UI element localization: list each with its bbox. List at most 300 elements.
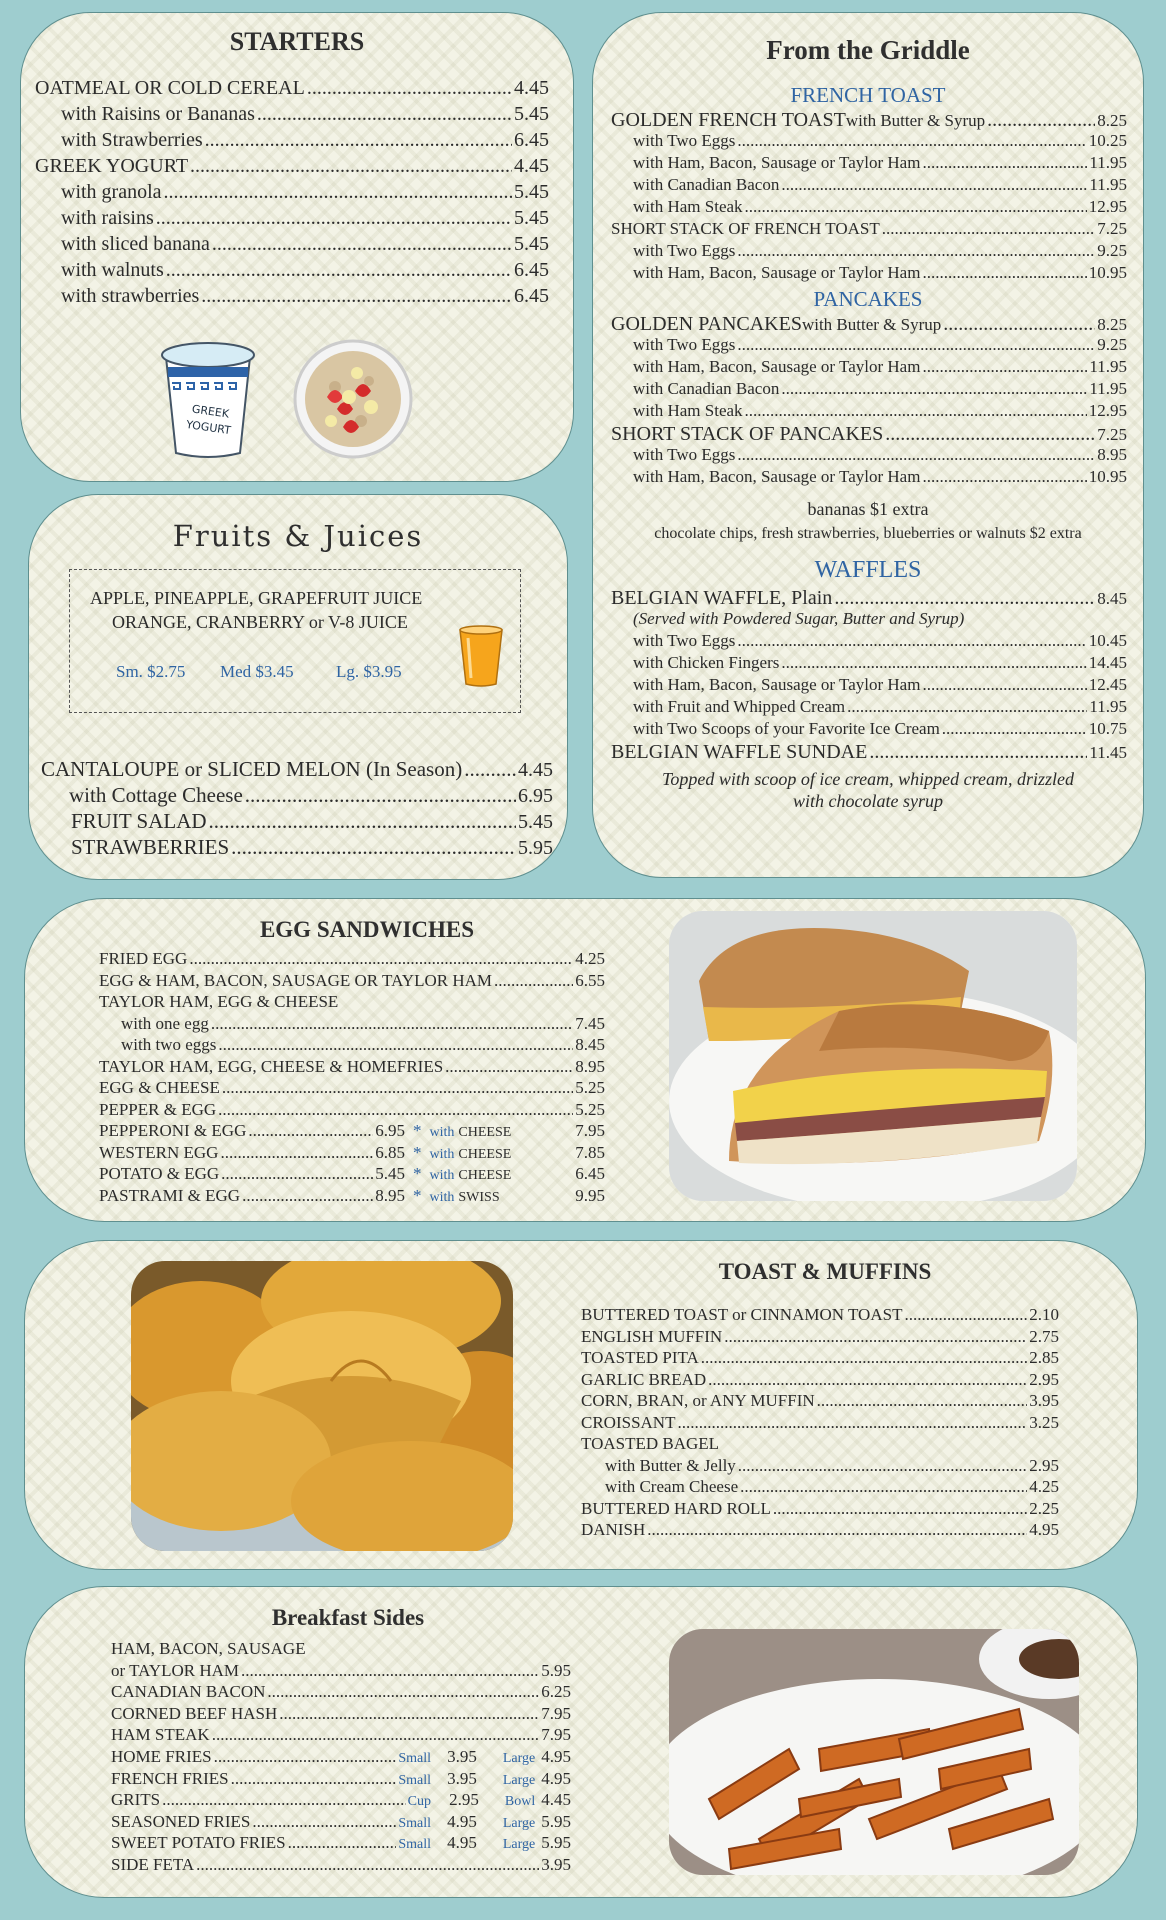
menu-item-row	[633, 357, 1127, 377]
dot-leader	[267, 1682, 539, 1702]
combo-star: *	[413, 1164, 422, 1183]
menu-item-name: CANTALOUPE or SLICED MELON (In Season)	[41, 757, 463, 781]
dot-leader	[738, 1456, 1027, 1476]
menu-item-name: with Ham, Bacon, Sausage or Taylor Ham	[633, 153, 921, 172]
menu-item-row	[69, 783, 553, 808]
menu-item-row	[633, 335, 1127, 355]
menu-item-price: 8.45	[575, 1035, 605, 1054]
combo-addon: CHEESE	[458, 1125, 512, 1140]
menu-item-suffix: with Butter & Syrup	[801, 315, 942, 334]
breakfast-sides-title: Breakfast Sides	[271, 1605, 425, 1630]
menu-item-price: 14.45	[1088, 653, 1127, 672]
menu-item-name: with Fruit and Whipped Cream	[633, 697, 846, 716]
dot-leader	[231, 1769, 397, 1789]
dot-leader	[166, 259, 512, 282]
dot-leader	[922, 357, 1087, 377]
menu-item-row	[581, 1327, 1059, 1347]
menu-item-name: FRIED EGG	[99, 949, 188, 968]
starters-panel	[20, 12, 574, 482]
dot-leader	[882, 219, 1096, 239]
menu-item-price: 5.45	[375, 1164, 405, 1183]
sundae-description-2: with chocolate syrup	[793, 791, 943, 811]
menu-item-name: GOLDEN PANCAKES	[611, 313, 802, 335]
menu-item-name: FRENCH FRIES	[111, 1768, 229, 1788]
menu-item-row	[581, 1391, 1059, 1411]
size-price-1: 3.95	[447, 1747, 477, 1766]
menu-item-name: BELGIAN WAFFLE, Plain	[611, 587, 833, 609]
dot-leader	[205, 129, 512, 152]
menu-item-row	[121, 1035, 605, 1055]
waffles-title: WAFFLES	[814, 557, 922, 583]
menu-item-price: 2.10	[1029, 1305, 1059, 1324]
svg-text:GREEK: GREEK	[191, 402, 230, 421]
dot-leader	[745, 197, 1087, 217]
menu-item-row	[581, 1434, 1059, 1454]
dot-leader	[214, 1747, 397, 1767]
menu-item-price: 7.45	[575, 1013, 605, 1033]
dot-leader	[817, 1391, 1028, 1411]
menu-item-price: 5.25	[575, 1078, 605, 1097]
menu-item-row	[611, 741, 1127, 764]
menu-item-name: EGG & CHEESE	[99, 1078, 220, 1097]
menu-item-name: with Two Eggs	[633, 335, 736, 354]
menu-item-row	[99, 949, 605, 969]
combo-with: with	[429, 1125, 455, 1140]
menu-item-name: with Canadian Bacon	[633, 175, 780, 194]
menu-item-row	[41, 757, 553, 782]
menu-item-name: with one egg	[121, 1013, 209, 1033]
combo-with: with	[429, 1146, 455, 1162]
size-price-1: 3.95	[447, 1768, 477, 1788]
menu-item-name: with Chicken Fingers	[633, 653, 780, 672]
size-label-2: Large	[502, 1837, 536, 1852]
menu-item-row	[633, 609, 1127, 629]
menu-item-price: 10.45	[1088, 631, 1127, 650]
dot-leader	[737, 335, 1095, 355]
dot-leader	[201, 285, 512, 308]
menu-item-row	[611, 219, 1127, 239]
menu-item-price: 2.25	[1029, 1498, 1059, 1518]
menu-item-price: 8.25	[1097, 111, 1127, 130]
menu-item-price: 6.55	[575, 970, 605, 990]
menu-item-name: with Two Eggs	[633, 131, 736, 150]
side-sized-main	[111, 1833, 431, 1853]
size-label-2: Large	[502, 1772, 536, 1788]
dot-leader	[701, 1348, 1027, 1368]
menu-item-price: 5.45	[518, 811, 553, 833]
menu-item-name: PASTRAMI & EGG	[99, 1185, 241, 1205]
dot-leader	[904, 1305, 1027, 1325]
menu-item-row	[581, 1348, 1059, 1368]
combo-with: with	[429, 1168, 455, 1183]
dot-leader	[209, 809, 516, 834]
menu-item-price: 8.95	[1097, 445, 1127, 464]
combo-addon: SWISS	[458, 1189, 500, 1205]
menu-item-price: 8.45	[1097, 589, 1127, 608]
greek-yogurt-cup-icon	[154, 333, 262, 461]
size-label-2: Large	[502, 1751, 536, 1766]
menu-item-name: PEPPERONI & EGG	[99, 1121, 247, 1140]
menu-item-row	[111, 1682, 571, 1702]
menu-item-name: GARLIC BREAD	[581, 1369, 707, 1389]
menu-item-name: SEASONED FRIES	[111, 1811, 251, 1831]
combo-star: *	[413, 1142, 422, 1162]
menu-item-price: 4.45	[518, 759, 553, 781]
menu-item-name: with walnuts	[61, 259, 164, 281]
menu-item-price: 7.95	[541, 1725, 571, 1744]
menu-item-price: 10.75	[1088, 719, 1127, 738]
menu-item-row	[35, 77, 549, 100]
menu-item-name: TOASTED BAGEL	[581, 1434, 720, 1453]
size-price-2: 4.95	[541, 1768, 571, 1788]
menu-item-price: 4.45	[514, 77, 549, 99]
juice-line-1: APPLE, PINEAPPLE, GRAPEFRUIT JUICE	[90, 588, 423, 608]
dot-leader	[211, 1014, 573, 1034]
french-toast-title: FRENCH TOAST	[790, 83, 946, 107]
menu-item-price: 5.45	[514, 207, 549, 229]
dot-leader	[724, 1327, 1027, 1347]
menu-item-name: CORN, BRAN, or ANY MUFFIN	[581, 1391, 815, 1410]
dot-leader	[737, 131, 1086, 151]
menu-item-row	[111, 1639, 571, 1659]
menu-item-name: BUTTERED TOAST or CINNAMON TOAST	[581, 1305, 903, 1324]
dot-leader	[942, 719, 1087, 739]
egg-combo-row	[99, 1164, 605, 1184]
menu-item-name: or TAYLOR HAM	[111, 1660, 240, 1680]
menu-item-price: 6.95	[518, 785, 553, 807]
dot-leader	[307, 77, 512, 100]
menu-item-row	[611, 423, 1127, 446]
menu-item-price: 9.25	[1097, 335, 1127, 354]
menu-item-name: EGG & HAM, BACON, SAUSAGE OR TAYLOR HAM	[99, 970, 492, 990]
menu-item-price: 6.25	[541, 1682, 571, 1701]
dot-leader	[885, 423, 1095, 446]
egg-combo-main	[99, 1121, 405, 1141]
menu-item-row	[71, 835, 553, 860]
menu-item-price: 2.95	[1029, 1369, 1059, 1389]
menu-item-name: HAM, BACON, SAUSAGE	[111, 1639, 306, 1658]
dot-leader	[677, 1413, 1027, 1433]
dot-leader	[922, 263, 1086, 283]
combo-addon: CHEESE	[458, 1168, 512, 1183]
juice-size-medium: Med $3.45	[220, 662, 294, 681]
egg-sandwich-photo	[669, 911, 1077, 1201]
menu-item-row	[71, 809, 553, 834]
menu-item-suffix: with Butter & Syrup	[845, 111, 986, 130]
menu-item-name: with granola	[61, 181, 162, 203]
combo-star: *	[413, 1121, 422, 1140]
egg-combo-main	[99, 1186, 405, 1206]
size-price-2: 5.95	[541, 1811, 571, 1831]
menu-item-name: ENGLISH MUFFIN	[581, 1326, 723, 1346]
menu-item-row	[633, 153, 1127, 173]
size-label-1: Small	[398, 1815, 431, 1831]
dot-leader	[708, 1370, 1027, 1390]
griddle-panel	[592, 12, 1144, 878]
menu-item-name: with Ham, Bacon, Sausage or Taylor Ham	[633, 467, 921, 486]
combo-price: 7.95	[575, 1121, 605, 1140]
menu-item-row	[581, 1499, 1059, 1519]
menu-item-name: with Ham, Bacon, Sausage or Taylor Ham	[633, 675, 921, 694]
menu-item-name: with Ham Steak	[633, 197, 743, 216]
menu-item-price: 7.95	[541, 1703, 571, 1723]
menu-item-price: 3.95	[541, 1854, 571, 1874]
menu-item-row	[61, 207, 549, 230]
toast-muffins-panel	[24, 1240, 1138, 1570]
menu-item-row	[611, 313, 1127, 336]
menu-item-price: 11.95	[1089, 357, 1127, 376]
dot-leader	[196, 1855, 539, 1875]
juice-size-small: Sm. $2.75	[116, 662, 186, 681]
dot-leader	[164, 181, 512, 204]
menu-item-price: 5.95	[541, 1660, 571, 1680]
dot-leader	[445, 1057, 573, 1077]
dot-leader	[647, 1520, 1027, 1540]
menu-item-price: 11.95	[1089, 175, 1127, 194]
size-price-2: 5.95	[541, 1833, 571, 1852]
menu-item-row	[633, 241, 1127, 261]
size-label-1: Small	[398, 1772, 431, 1788]
dot-leader	[212, 233, 512, 256]
size-price-1: 4.95	[447, 1833, 477, 1852]
menu-item-name: HAM STEAK	[111, 1725, 210, 1744]
size-price-1: 4.95	[447, 1811, 477, 1831]
menu-item-name: OATMEAL OR COLD CEREAL	[35, 77, 305, 99]
size-label-1: Small	[398, 1751, 431, 1766]
menu-item-price: 11.95	[1089, 379, 1127, 398]
menu-item-price: 5.25	[575, 1099, 605, 1119]
menu-item-row	[61, 103, 549, 126]
menu-item-row	[61, 233, 549, 256]
starters-title: STARTERS	[229, 27, 365, 56]
menu-item-price: 7.25	[1097, 219, 1127, 238]
size-price-2: 4.45	[541, 1790, 571, 1809]
menu-item-name: with Two Scoops of your Favorite Ice Cream	[633, 719, 940, 738]
menu-item-name: BUTTERED HARD ROLL	[581, 1498, 771, 1518]
menu-item-price: 5.45	[514, 233, 549, 255]
dot-leader	[248, 1121, 373, 1141]
combo-price: 7.85	[575, 1142, 605, 1162]
menu-item-price: 5.45	[514, 103, 549, 125]
menu-item-name: CANADIAN BACON	[111, 1682, 266, 1701]
menu-item-price: 11.45	[1089, 743, 1127, 762]
menu-item-name: with Two Eggs	[633, 445, 736, 464]
menu-item-price: 10.95	[1088, 263, 1127, 282]
menu-item-row	[61, 181, 549, 204]
dot-leader	[464, 757, 516, 782]
menu-item-price: 8.95	[375, 1185, 405, 1205]
menu-item-row	[633, 175, 1127, 195]
menu-item-name: with Ham, Bacon, Sausage or Taylor Ham	[633, 263, 921, 282]
menu-item-row	[35, 155, 549, 178]
menu-item-price: 12.95	[1088, 401, 1127, 420]
menu-item-row	[99, 1057, 605, 1077]
dot-leader	[737, 445, 1095, 465]
svg-text:YOGURT: YOGURT	[185, 417, 232, 438]
menu-item-row	[633, 653, 1127, 673]
menu-item-name: with sliced banana	[61, 233, 210, 255]
egg-combo-main	[99, 1164, 405, 1184]
menu-item-row	[61, 129, 549, 152]
side-sized-row	[111, 1790, 571, 1810]
side-sized-row	[111, 1747, 571, 1767]
menu-item-row	[605, 1477, 1059, 1497]
potato-wedges-image	[669, 1629, 1079, 1875]
dot-leader	[189, 949, 573, 969]
menu-item-name: TAYLOR HAM, EGG, CHEESE & HOMEFRIES	[99, 1056, 444, 1076]
menu-item-row	[581, 1370, 1059, 1390]
dot-leader	[869, 741, 1087, 764]
menu-item-name: with Butter & Jelly	[605, 1455, 736, 1475]
menu-item-name: with Cottage Cheese	[69, 783, 243, 807]
menu-item-price: 4.95	[1029, 1520, 1059, 1539]
dot-leader	[494, 971, 573, 991]
menu-item-name: with Cream Cheese	[605, 1477, 739, 1496]
menu-item-name: BELGIAN WAFFLE SUNDAE	[611, 741, 868, 763]
dot-leader	[190, 155, 512, 178]
menu-item-row	[121, 1014, 605, 1034]
menu-item-name: with Raisins or Bananas	[61, 103, 255, 125]
dot-leader	[221, 1164, 373, 1184]
menu-item-name: SWEET POTATO FRIES	[111, 1833, 286, 1852]
menu-item-row	[61, 259, 549, 282]
menu-item-price: 3.25	[1029, 1412, 1059, 1432]
menu-item-price: 2.85	[1029, 1348, 1059, 1367]
combo-star: *	[413, 1185, 422, 1205]
dot-leader	[241, 1661, 539, 1681]
menu-item-row	[111, 1855, 571, 1875]
menu-item-row	[633, 467, 1127, 487]
menu-item-name: with Ham, Bacon, Sausage or Taylor Ham	[633, 357, 921, 376]
combo-price: 6.45	[575, 1164, 605, 1183]
menu-item-row	[99, 992, 605, 1012]
menu-item-name: GOLDEN FRENCH TOAST	[611, 109, 846, 131]
side-sized-main	[111, 1769, 431, 1789]
menu-item-row	[99, 1100, 605, 1120]
juice-line-2: ORANGE, CRANBERRY or V-8 JUICE	[112, 612, 408, 632]
egg-combo-row	[99, 1143, 605, 1163]
menu-item-name: GREEK YOGURT	[35, 155, 189, 177]
menu-item-name: with two eggs	[121, 1035, 217, 1054]
menu-item-price: 8.95	[575, 1056, 605, 1076]
juice-size-large: Lg. $3.95	[336, 662, 402, 681]
menu-item-row	[605, 1456, 1059, 1476]
dot-leader	[245, 783, 516, 808]
dot-leader	[162, 1790, 406, 1810]
egg-combo-main	[99, 1143, 405, 1163]
combo-with: with	[429, 1189, 455, 1205]
menu-item-row	[633, 401, 1127, 421]
menu-item-price: 2.75	[1029, 1326, 1059, 1346]
dot-leader	[156, 207, 512, 230]
dot-leader	[922, 153, 1087, 173]
menu-item-row	[633, 263, 1127, 283]
menu-item-price: 2.95	[1029, 1455, 1059, 1475]
dot-leader	[737, 631, 1086, 651]
menu-item-price: 6.45	[514, 285, 549, 307]
menu-item-row	[633, 631, 1127, 651]
menu-item-name: with Strawberries	[61, 129, 203, 151]
dot-leader	[220, 1143, 373, 1163]
griddle-title: From the Griddle	[766, 35, 970, 65]
potato-wedges-photo	[669, 1629, 1079, 1875]
breakfast-sides-panel	[24, 1586, 1138, 1898]
egg-combo-row	[99, 1121, 605, 1141]
egg-sandwiches-panel	[24, 898, 1146, 1222]
toast-muffins-title: TOAST & MUFFINS	[718, 1259, 932, 1284]
dot-leader	[252, 1812, 396, 1832]
oatmeal-bowl-icon	[291, 337, 415, 461]
size-label-2: Bowl	[504, 1794, 536, 1809]
dot-leader	[212, 1725, 540, 1745]
menu-item-row	[633, 445, 1127, 465]
menu-item-row	[633, 719, 1127, 739]
menu-item-price: 10.95	[1088, 467, 1127, 486]
size-price-1: 2.95	[449, 1790, 479, 1809]
menu-item-name: WESTERN EGG	[99, 1142, 219, 1162]
menu-item-name: TAYLOR HAM, EGG & CHEESE	[99, 992, 339, 1011]
menu-item-row	[111, 1704, 571, 1724]
menu-item-price: 3.95	[1029, 1391, 1059, 1410]
menu-item-row	[99, 1078, 605, 1098]
menu-item-name: with Two Eggs	[633, 631, 736, 650]
menu-item-name: SHORT STACK OF PANCAKES	[611, 423, 884, 445]
muffins-photo	[131, 1261, 513, 1551]
menu-item-name: with Canadian Bacon	[633, 379, 780, 398]
menu-item-row	[111, 1725, 571, 1745]
menu-item-name: GRITS	[111, 1790, 161, 1809]
dot-leader	[987, 109, 1095, 132]
dot-leader	[745, 401, 1087, 421]
menu-item-name: CROISSANT	[581, 1412, 676, 1432]
menu-item-price: 5.45	[514, 181, 549, 203]
pancakes-title: PANCAKES	[813, 287, 923, 311]
dot-leader	[943, 313, 1095, 336]
menu-item-row	[99, 971, 605, 991]
dot-leader	[781, 379, 1087, 399]
menu-item-price: 8.25	[1097, 315, 1127, 334]
side-sized-main	[111, 1812, 431, 1832]
menu-item-price: 4.25	[575, 949, 605, 968]
side-sized-main	[111, 1747, 431, 1767]
menu-item-name: with strawberries	[61, 285, 200, 307]
combo-addon: CHEESE	[458, 1146, 512, 1162]
menu-item-price: 11.95	[1089, 697, 1127, 716]
dot-leader	[740, 1477, 1027, 1497]
menu-item-price: 4.25	[1029, 1477, 1059, 1496]
menu-item-name: POTATO & EGG	[99, 1164, 220, 1183]
menu-item-name: with Ham Steak	[633, 401, 743, 420]
menu-item-name: SHORT STACK OF FRENCH TOAST	[611, 219, 880, 238]
egg-sandwiches-title: EGG SANDWICHES	[259, 917, 475, 942]
menu-item-price: 11.95	[1089, 153, 1127, 172]
menu-item-price: 4.45	[514, 155, 549, 177]
egg-sandwich-image	[669, 911, 1077, 1201]
bananas-extra: bananas $1 extra	[807, 499, 929, 519]
menu-item-name: FRUIT SALAD	[71, 809, 207, 833]
dot-leader	[257, 103, 512, 126]
dot-leader	[737, 241, 1095, 261]
menu-item-price: 9.25	[1097, 241, 1127, 260]
menu-item-name: STRAWBERRIES	[71, 835, 230, 859]
menu-item-row	[581, 1413, 1059, 1433]
menu-item-row	[633, 697, 1127, 717]
juice-box	[69, 569, 521, 713]
menu-item-price: 10.25	[1088, 131, 1127, 150]
menu-item-name: TOASTED PITA	[581, 1348, 699, 1367]
menu-item-price: 6.95	[375, 1121, 405, 1140]
size-price-2: 4.95	[541, 1747, 571, 1766]
